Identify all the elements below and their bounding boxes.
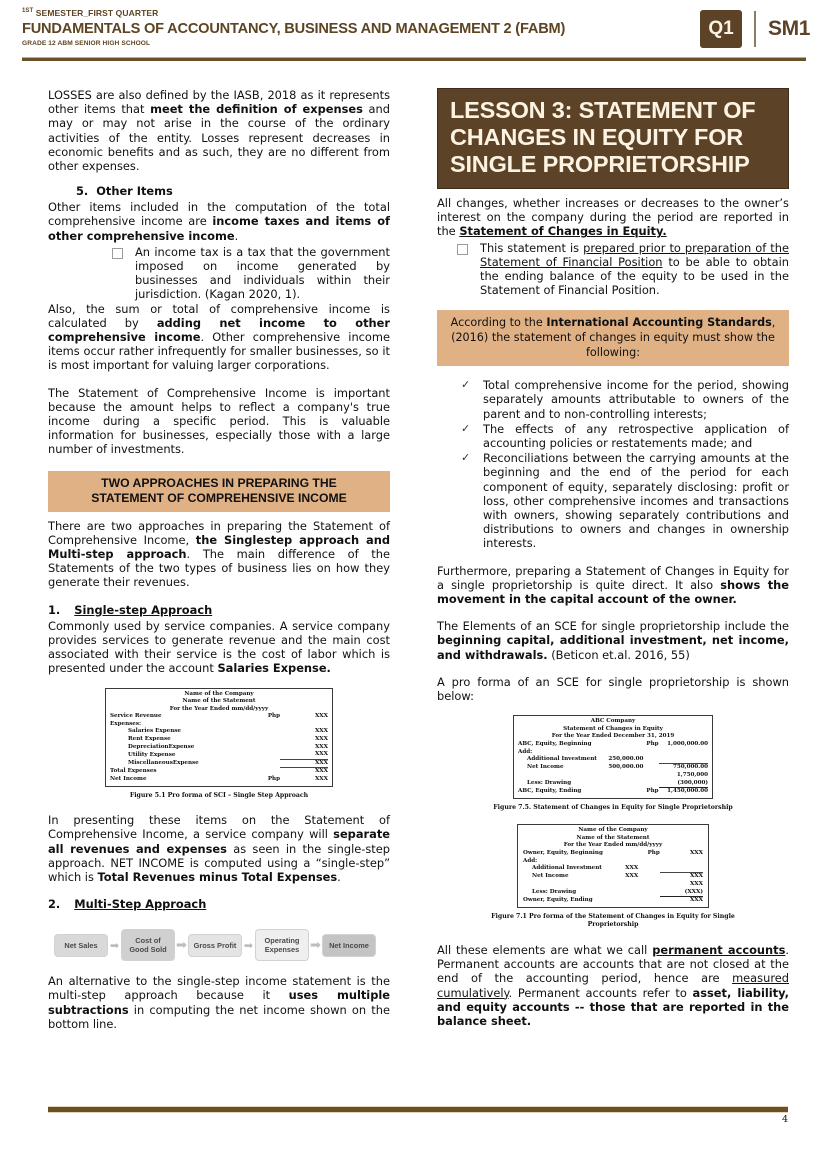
figure-7-1-table <box>517 824 709 907</box>
other-bold: income taxes and items of other comprehensive income <box>48 214 390 243</box>
figure-row-currency <box>258 728 280 736</box>
ias-bold: International Accounting Standards <box>546 316 772 330</box>
page-header <box>0 0 828 58</box>
flow-node-operating-expenses: Operating Expenses <box>255 929 309 961</box>
figure-7-1-caption <box>437 913 789 930</box>
paragraph-furthermore <box>437 564 789 607</box>
flow-node-cost-of-good-sold: Cost of Good Sold <box>121 929 175 961</box>
single-step-number: 1. <box>48 602 61 617</box>
figure-row-middle-amount <box>598 788 644 796</box>
figure-table-row <box>523 881 703 889</box>
perm-bold-1: permanent accounts <box>652 942 786 957</box>
perm-bold-2: asset, liability, and equity accounts -- those that are reported in the balance sheet. <box>437 985 789 1028</box>
figure-row-currency <box>258 768 280 776</box>
header-rule <box>22 57 806 61</box>
ias-text-b: , (2016) the statement of changes in equity must show the following: <box>451 316 776 359</box>
losses-bold: meet the definition of expenses <box>150 102 363 117</box>
paragraph-permanent-accounts <box>437 943 789 1028</box>
figure-row-currency <box>258 759 280 768</box>
figure-table-row <box>518 741 708 749</box>
figure-row-middle-amount <box>609 897 638 905</box>
figure-table-row <box>110 744 328 752</box>
fig71-caption-line2: Proprietorship <box>587 921 639 929</box>
figure-table-row <box>523 850 703 858</box>
fig51-head1: Name of the Company <box>184 690 254 697</box>
figure-row-middle-amount <box>598 741 644 749</box>
header-semester-label: SEMESTER_FIRST QUARTER <box>35 8 159 18</box>
figure-5-1-caption: Figure 5.1 Pro forma of SCI – Single Step Approach <box>129 791 309 799</box>
flow-arrow-icon-1: ➡ <box>109 938 120 952</box>
figure-row-middle-amount <box>598 749 644 757</box>
checklist-item-text: Total comprehensive income for the period, showing separately amounts attributable to owners of the parent and to non-controlling interests; <box>483 378 789 421</box>
two-bold: the Singlestep approach and Multi-step approach <box>48 532 391 562</box>
figure-row-amount: XXX <box>689 880 703 887</box>
elem-text-a: The Elements of an SCE for single proprietorship include the <box>437 619 789 634</box>
figure-7-5-caption: Figure 7.5. Statement of Changes in Equity for Single Proprietorship <box>493 803 733 811</box>
checklist-item-text: Reconciliations between the carrying amounts at the beginning and the end of the period for each component of equity, separately disclosing: profit or loss, other comprehensive incomes and transactions with owners, showing separately contributions and distributions to owners and changes in ownership interests. <box>483 451 789 551</box>
paragraph-also-sum <box>48 302 390 373</box>
also-bold: adding net income to other comprehensive income <box>48 315 391 345</box>
losses-text-a: LOSSES are also defined by the IASB, 2018 as it represents other items that <box>48 88 390 117</box>
figure-row-middle-amount <box>210 768 258 776</box>
perm-underline: measured cumulatively <box>437 971 789 1000</box>
figure-row-label: Salaries Expense <box>128 728 181 735</box>
figure-table-row <box>110 713 328 721</box>
figure-row-amount <box>660 865 703 873</box>
figure-table-row <box>110 751 328 759</box>
figure-row-amount: XXX <box>660 873 703 881</box>
banner-international-accounting-standards <box>437 310 789 366</box>
figure-row-label: Total Expenses <box>110 768 157 775</box>
figure-row-label: Net Income <box>527 764 564 771</box>
perm-text-c: . Permanent accounts refer to <box>508 985 693 1000</box>
heading-single-step <box>48 603 390 618</box>
flow-node-net-sales: Net Sales <box>54 934 108 957</box>
other-items-label: Other Items <box>96 184 173 199</box>
other-items-number: 5. <box>76 184 89 199</box>
alt-bold: uses multiple subtractions <box>48 988 390 1017</box>
figure-row-label <box>523 881 609 889</box>
two-text-b: . The main difference of the Statements of the two types of business lies on how they generate their revenues. <box>48 547 390 590</box>
figure-row-currency <box>258 721 280 729</box>
pres-text-b: as seen in the single-step approach. NET INCOME is computed using a “single-step” which is <box>48 841 390 885</box>
other-text-a: Other items included in the computation of the total comprehensive income are <box>48 200 390 229</box>
figure-row-label: Owner, Equity, Beginning <box>523 850 603 857</box>
ss-text-a: Commonly used by service companies. A service company provides services to generate revenue and the main cost associated with their service is the cost of labor which is presented under the account <box>48 618 390 676</box>
prep-text-b: to be able to obtain the ending balance of the equity to be used in the Statement of Financial Position. <box>480 254 790 298</box>
figure-row-label: Less: Drawing <box>532 889 577 896</box>
figure-5-1 <box>48 688 390 801</box>
figure-row-amount: XXX <box>314 736 328 743</box>
figure-row-currency <box>258 751 280 759</box>
figure-row-middle-amount <box>598 780 644 788</box>
figure-row-middle-amount: XXX <box>625 865 639 872</box>
figure-table-row <box>110 759 328 768</box>
figure-row-amount: 750,000.00 <box>659 764 708 772</box>
figure-row-currency <box>638 881 660 889</box>
pres-bold-2: Total Revenues minus Total Expenses <box>97 870 338 885</box>
figure-row-label: Rent Expense <box>128 736 171 743</box>
banner-two-approaches <box>48 471 390 512</box>
figure-table-row <box>518 788 708 796</box>
figure-7-5-table <box>513 715 713 798</box>
flow-arrow-icon-3: ➡ <box>243 938 254 952</box>
figure-row-amount: XXX <box>314 776 328 783</box>
module-badge: SM1 <box>768 17 810 40</box>
allchanges-text-a: All changes, whether increases or decreases to the owner’s interest on the company during the period are reported in the <box>437 196 789 239</box>
square-bullet-icon <box>112 248 123 259</box>
figure-row-currency <box>643 780 658 788</box>
figure-row-label: Service Revenue <box>110 713 162 720</box>
paragraph-sci-important: The Statement of Comprehensive Income is important because the amount helps to reflect a company's true income during a specific period. This is valuable information for businesses, especially those with a large number of investments. <box>48 385 390 457</box>
figure-table-row <box>518 749 708 757</box>
heading-other-items <box>48 184 390 199</box>
alt-text-b: in computing the net income shown on the bottom line. <box>48 1002 390 1031</box>
also-text-b: . Other comprehensive income items occur rather infrequently for smaller businesses, so it is most important for valuing larger corporations. <box>48 330 391 373</box>
figure-7-5 <box>437 715 789 812</box>
elem-bold: beginning capital, additional investment, net income, and withdrawals. <box>437 633 789 662</box>
ss-bold: Salaries Expense. <box>217 661 331 676</box>
bullet-prepared-prior <box>437 241 789 298</box>
checklist-item <box>437 451 789 550</box>
figure-table-row <box>523 865 703 873</box>
left-column <box>48 88 390 1031</box>
figure-row-currency <box>258 744 280 752</box>
figure-row-currency: Php <box>646 788 659 795</box>
checklist-ias-requirements <box>437 378 789 550</box>
header-semester <box>22 8 565 18</box>
figure-row-label: Owner, Equity, Ending <box>523 897 593 904</box>
figure-row-label: Net Income <box>532 873 569 880</box>
figure-7-1 <box>437 824 789 930</box>
figure-row-middle-amount <box>598 772 644 780</box>
figure-table-row <box>518 772 708 780</box>
figure-row-currency: Php <box>267 776 281 783</box>
figure-table-row <box>523 889 703 897</box>
figure-row-amount: XXX <box>314 728 328 735</box>
figure-row-amount: XXX <box>280 768 328 776</box>
figure-row-currency <box>643 756 658 764</box>
fig51-head3: For the Year Ended mm/dd/yyyy <box>169 705 269 712</box>
figure-row-amount <box>659 749 708 757</box>
heading-multi-step <box>48 897 390 912</box>
footer-rule <box>48 1106 788 1113</box>
figure-row-currency <box>643 764 658 772</box>
pres-bold-1: separate all revenues and expenses <box>48 827 390 856</box>
figure-row-amount: XXX <box>314 751 328 758</box>
pres-text-c: . <box>337 870 341 885</box>
banner-two-approaches-line2: STATEMENT OF COMPREHENSIVE INCOME <box>91 491 347 506</box>
badge-divider <box>754 11 756 47</box>
figure-row-currency: Php <box>647 850 660 857</box>
figure-row-label: Utility Expense <box>128 751 176 758</box>
figure-row-amount: XXX <box>689 850 703 857</box>
figure-row-label: Net Income <box>110 776 147 783</box>
figure-row-label <box>518 772 598 780</box>
paragraph-proforma-intro: A pro forma of an SCE for single proprietorship is shown below: <box>437 674 789 704</box>
figure-row-middle-amount <box>609 858 638 866</box>
figure-5-1-table <box>105 688 333 787</box>
figure-row-middle-amount <box>210 751 258 759</box>
single-step-label: Single-step Approach <box>74 602 213 617</box>
checklist-item <box>437 422 789 450</box>
flow-arrow-icon-2: ➡ <box>176 937 187 953</box>
right-column <box>437 88 789 1028</box>
perm-text-a: All these elements are what we call <box>437 942 653 957</box>
bullet-income-tax-text: An income tax is a tax that the government imposed on income generated by businesses and individuals within their jurisdiction. (Kagan 2020, 1). <box>135 244 390 302</box>
figure-table-row <box>523 873 703 881</box>
fig75-head3: For the Year Ended December 31, 2019 <box>551 733 675 740</box>
figure-row-currency <box>638 865 660 873</box>
figure-table-row <box>518 764 708 772</box>
figure-row-label: Add: <box>518 748 533 755</box>
other-text-b: . <box>234 228 239 243</box>
fig71-caption-line1: Figure 7.1 Pro forma of the Statement of Changes in Equity for Single <box>491 912 735 920</box>
figure-row-middle-amount <box>609 850 638 858</box>
paragraph-presenting <box>48 813 390 884</box>
figure-row-middle-amount <box>609 889 638 897</box>
figure-row-amount: (300,000) <box>677 779 708 786</box>
square-bullet-icon <box>457 244 468 255</box>
elem-text-b: (Beticon et.al. 2016, 55) <box>547 647 690 662</box>
figure-table-row <box>110 721 328 729</box>
quarter-badge: Q1 <box>700 10 742 48</box>
furth-text-a: Furthermore, preparing a Statement of Changes in Equity for a single proprietorship is quite direct. It also <box>437 563 789 592</box>
figure-row-currency <box>638 889 660 897</box>
fig71-rows <box>523 850 703 905</box>
multi-step-flow-diagram <box>54 929 390 961</box>
figure-row-middle-amount <box>210 721 258 729</box>
figure-table-row <box>110 776 328 784</box>
lesson-title-line3: SINGLE PROPRIETORSHIP <box>450 151 750 177</box>
fig71-head1: Name of the Company <box>578 827 648 834</box>
lesson-title-line2: CHANGES IN EQUITY FOR <box>450 124 744 150</box>
figure-row-middle-amount <box>210 713 258 721</box>
paragraph-elements <box>437 619 789 662</box>
figure-row-currency <box>643 772 658 780</box>
figure-row-amount <box>280 721 328 729</box>
figure-row-middle-amount: XXX <box>625 873 639 880</box>
figure-row-amount: (XXX) <box>684 888 703 895</box>
fig51-head2: Name of the Statement <box>182 698 256 705</box>
figure-row-currency <box>638 873 660 881</box>
header-badges <box>700 10 810 48</box>
flow-node-gross-profit: Gross Profit <box>188 934 242 957</box>
figure-row-label: Less: Drawing <box>527 780 572 787</box>
figure-row-middle-amount <box>210 759 258 768</box>
fig75-rows <box>518 741 708 796</box>
paragraph-two-approaches <box>48 519 390 590</box>
paragraph-losses <box>48 88 390 173</box>
checklist-item <box>437 378 789 421</box>
figure-row-amount <box>660 858 703 866</box>
figure-table-row <box>110 736 328 744</box>
flow-arrow-icon-4: ➡ <box>310 937 321 953</box>
lesson-title-banner <box>437 88 789 189</box>
figure-row-middle-amount <box>210 728 258 736</box>
multi-step-label: Multi-Step Approach <box>74 897 207 912</box>
figure-row-label: MiscellaneousExpense <box>128 760 199 767</box>
figure-table-row <box>523 897 703 905</box>
figure-row-label: Expenses: <box>110 720 142 727</box>
figure-row-amount: 1,750,000 <box>676 771 708 778</box>
figure-table-row <box>523 858 703 866</box>
losses-text-b: and may or may not arise in the course of the ordinary activities of the entity. Losses represent decreases in economic benefits and as such, they are no different from other expenses. <box>48 102 390 174</box>
figure-row-label: ABC, Equity, Beginning <box>518 741 592 748</box>
multi-step-number: 2. <box>48 897 61 912</box>
two-text-a: There are two approaches in preparing the Statement of Comprehensive Income, <box>48 518 390 547</box>
paragraph-alternative <box>48 974 390 1031</box>
figure-row-middle-amount: 250,000.00 <box>608 756 644 763</box>
check-icon: ✓ <box>461 378 471 392</box>
figure-row-label: DepreciationExpense <box>128 743 195 750</box>
prep-text-a: This statement is <box>480 240 584 255</box>
bullet-prepared-text <box>480 241 789 298</box>
ias-text-a: According to the <box>450 316 547 330</box>
figure-row-amount <box>659 756 708 764</box>
fig75-head1: ABC Company <box>590 718 636 725</box>
furth-bold: shows the movement in the capital account of the owner. <box>437 577 789 607</box>
allchanges-bold: Statement of Changes in Equity. <box>459 224 667 239</box>
paragraph-other-items <box>48 200 390 243</box>
figure-row-currency <box>638 897 660 905</box>
figure-row-currency <box>638 858 660 866</box>
figure-row-currency: Php <box>646 741 659 748</box>
check-icon: ✓ <box>461 421 471 435</box>
figure-table-row <box>110 768 328 776</box>
paragraph-single-step <box>48 619 390 676</box>
figure-row-amount: 1,450,000.00 <box>659 788 708 796</box>
page-number: 4 <box>781 1114 788 1125</box>
figure-row-amount: XXX <box>660 897 703 905</box>
header-text-block <box>22 8 565 47</box>
header-semester-sup: 1ST <box>22 8 34 15</box>
figure-row-amount: XXX <box>314 743 328 750</box>
pres-text-a: In presenting these items on the Statement of Comprehensive Income, a service company will <box>48 813 390 842</box>
banner-two-approaches-line1: TWO APPROACHES IN PREPARING THE <box>101 475 337 490</box>
check-icon: ✓ <box>461 451 471 465</box>
figure-row-amount: XXX <box>280 759 328 768</box>
prep-underline: prepared prior to preparation of the Statement of Financial Position <box>480 240 789 269</box>
flow-node-net-income: Net Income <box>322 934 376 957</box>
fig71-head3: For the Year Ended mm/dd/yyyy <box>563 842 663 849</box>
alt-text-a: An alternative to the single-step income statement is the multi-step approach because it <box>48 974 390 1003</box>
figure-row-middle-amount <box>210 776 258 784</box>
also-text-a: Also, the sum or total of comprehensive income is calculated by <box>48 301 390 330</box>
fig71-head2: Name of the Statement <box>576 834 650 841</box>
figure-table-row <box>518 780 708 788</box>
figure-row-currency <box>643 749 658 757</box>
fig51-rows <box>110 713 328 783</box>
figure-row-amount: XXX <box>314 713 328 720</box>
checklist-item-text: The effects of any retrospective application of accounting policies or restatements made; and <box>483 421 789 451</box>
figure-row-middle-amount <box>210 744 258 752</box>
figure-row-label: ABC, Equity, Ending <box>518 788 582 795</box>
figure-table-row <box>518 756 708 764</box>
fig75-head2: Statement of Changes in Equity <box>563 725 663 732</box>
figure-row-middle-amount: 500,000.00 <box>608 764 644 771</box>
figure-row-middle-amount <box>210 736 258 744</box>
bullet-income-tax <box>48 245 390 302</box>
header-grade-level: GRADE 12 ABM SENIOR HIGH SCHOOL <box>22 40 151 47</box>
figure-row-label: Add: <box>523 857 538 864</box>
figure-row-currency <box>258 736 280 744</box>
figure-row-amount: 1,000,000.00 <box>667 741 708 748</box>
header-course-title: FUNDAMENTALS OF ACCOUNTANCY, BUSINESS AND MANAGEMENT 2 (FABM) <box>22 21 566 37</box>
figure-row-middle-amount <box>609 881 638 889</box>
lesson-title-line1: LESSON 3: STATEMENT OF <box>450 97 756 123</box>
paragraph-all-changes <box>437 196 789 239</box>
figure-table-row <box>110 728 328 736</box>
figure-row-label: Additional Investment <box>532 865 602 872</box>
perm-text-b: . Permanent accounts are accounts that are not closed at the end of the accounting period, hence are <box>437 942 789 986</box>
figure-row-currency: Php <box>267 713 281 720</box>
figure-row-label: Additional Investment <box>527 756 597 763</box>
